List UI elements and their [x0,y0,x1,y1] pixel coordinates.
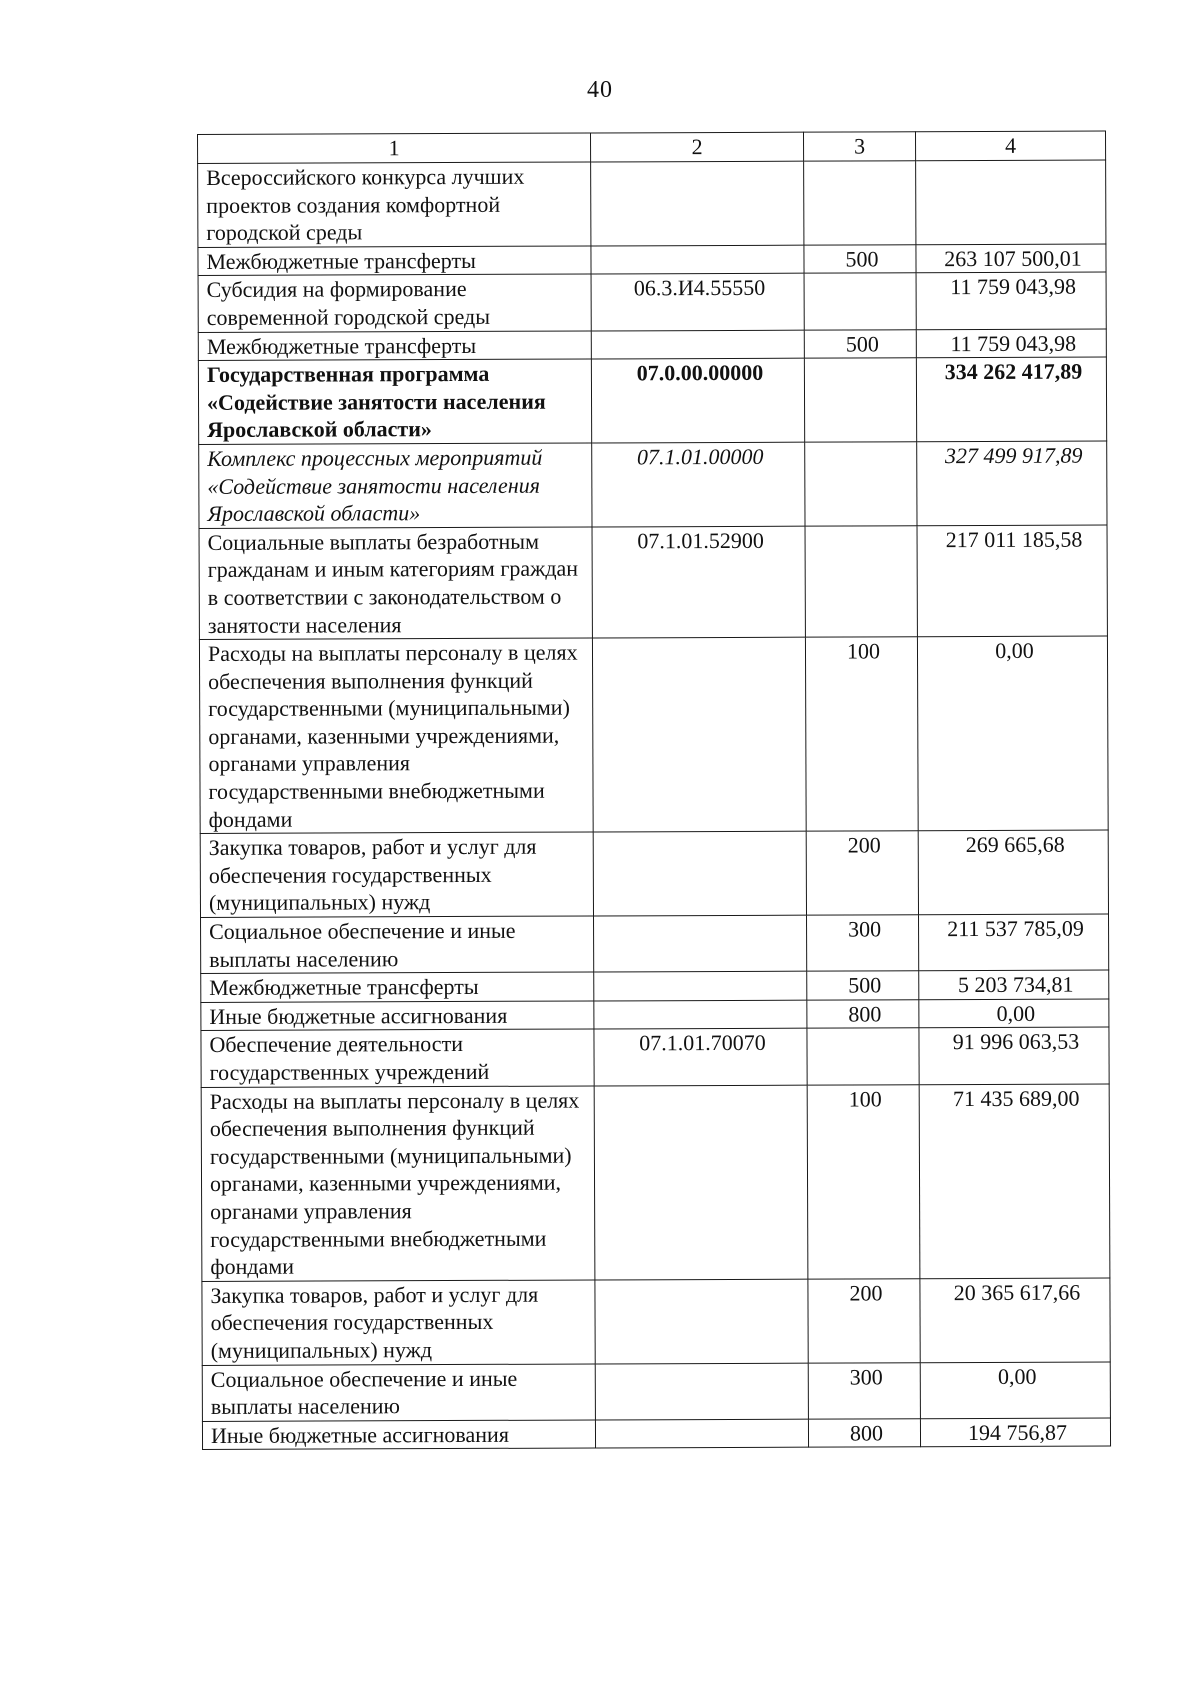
row-name-cell: Межбюджетные трансферты [198,246,591,276]
row-type-cell: 100 [807,1084,920,1279]
row-name-cell: Иные бюджетные ассигнования [201,1001,594,1031]
row-name-cell: Расходы на выплаты персоналу в целях обеспечения выполнения функций государственными (муниципальными) органами, казенными учреждениями, органами управления государственными внебюджетными фондами [199,638,593,834]
row-amount-cell: 211 537 785,09 [919,914,1109,971]
row-name-cell: Расходы на выплаты персоналу в целях обеспечения выполнения функций государственными (муниципальными) органами, казенными учреждениями, органами управления государственными внебюджетными фондами [201,1086,595,1282]
row-amount-cell: 0,00 [920,1362,1110,1419]
row-type-cell: 100 [805,637,918,832]
row-amount-cell: 20 365 617,66 [920,1278,1110,1363]
table-row [202,1278,1110,1365]
row-code-cell [595,1363,808,1420]
row-code-cell [591,330,804,359]
table-row [201,1084,1110,1282]
table-row [199,441,1107,528]
row-amount-cell: 91 996 063,53 [919,1027,1109,1084]
row-type-cell: 800 [808,1418,920,1447]
row-name-cell: Социальное обеспечение и иные выплаты населению [202,1364,595,1422]
row-code-cell [594,1000,807,1029]
row-code-cell [595,1419,808,1448]
row-type-cell [804,273,916,330]
row-amount-cell: 334 262 417,89 [916,357,1106,442]
row-code-cell [595,1279,808,1364]
row-code-cell [594,1085,808,1280]
row-code-cell [593,831,806,916]
row-name-cell: Закупка товаров, работ и услуг для обеспечения государственных (муниципальных) нужд [200,832,593,917]
table-row [202,1362,1110,1422]
row-amount-cell: 11 759 043,98 [916,272,1106,329]
row-amount-cell: 0,00 [917,636,1108,831]
row-code-cell: 07.1.01.00000 [592,442,805,527]
table-row [201,970,1109,1002]
table-row [198,357,1106,444]
budget-table [197,131,1111,1451]
row-type-cell: 500 [804,245,916,274]
row-type-cell [804,358,916,442]
row-amount-cell: 194 756,87 [920,1418,1110,1447]
row-name-cell: Закупка товаров, работ и услуг для обеспечения государственных (муниципальных) нужд [202,1280,595,1365]
row-code-cell: 07.1.01.70070 [594,1029,807,1086]
row-code-cell [592,637,806,832]
row-code-cell: 06.3.И4.55550 [591,274,804,331]
row-name-cell: Всероссийского конкурса лучших проектов создания комфортной городской среды [198,162,591,247]
row-type-cell [807,1028,919,1085]
table-header-row [198,131,1106,163]
row-type-cell: 500 [807,971,919,1000]
row-name-cell: Социальные выплаты безработным гражданам и иным категориям граждан в соответствии с законодательством о занятости населения [199,527,592,640]
row-type-cell [805,442,917,526]
row-name-cell: Межбюджетные трансферты [201,972,594,1002]
row-type-cell: 500 [804,329,916,358]
row-name-cell: Социальное обеспечение и иные выплаты населению [201,916,594,974]
row-amount-cell: 263 107 500,01 [916,244,1106,273]
row-name-cell: Субсидия на формирование современной городской среды [198,274,591,332]
row-name-cell: Иные бюджетные ассигнования [202,1420,595,1450]
row-amount-cell: 269 665,68 [918,830,1108,915]
row-name-cell: Государственная программа «Содействие занятости населения Ярославской области» [198,359,591,444]
row-amount-cell: 5 203 734,81 [919,970,1109,999]
row-code-cell: 07.1.01.52900 [592,526,805,638]
table-row [198,272,1106,332]
row-code-cell [591,161,804,246]
row-amount-cell: 11 759 043,98 [916,329,1106,358]
table-row [198,329,1106,361]
table-row [201,999,1109,1031]
column-header-2: 2 [590,132,803,162]
table-row [199,636,1108,834]
row-type-cell: 200 [808,1278,920,1362]
row-code-cell: 07.0.00.00000 [591,358,804,443]
table-row [199,525,1107,640]
row-type-cell: 300 [807,915,919,972]
row-type-cell: 200 [806,831,918,915]
row-type-cell [805,525,917,637]
column-header-4: 4 [915,131,1105,161]
table-row [201,1027,1109,1087]
row-amount-cell: 71 435 689,00 [919,1084,1110,1279]
table-row [201,914,1109,974]
row-amount-cell: 0,00 [919,999,1109,1028]
column-header-3: 3 [803,132,915,161]
row-name-cell: Межбюджетные трансферты [198,331,591,361]
row-type-cell: 800 [807,1000,919,1029]
row-code-cell [591,245,804,274]
table-row [200,830,1108,917]
table-row [198,244,1106,276]
row-name-cell: Обеспечение деятельности государственных учреждений [201,1029,594,1087]
row-type-cell: 300 [808,1362,920,1419]
row-type-cell [804,161,916,245]
row-amount-cell [916,160,1106,245]
column-header-1: 1 [198,133,591,164]
row-code-cell [594,971,807,1000]
row-name-cell: Комплекс процессных мероприятий «Содействие занятости населения Ярославской области» [199,443,592,528]
page-number: 40 [587,77,613,103]
row-amount-cell: 217 011 185,58 [917,525,1107,637]
row-amount-cell: 327 499 917,89 [917,441,1107,526]
table-row [198,160,1106,247]
row-code-cell [594,915,807,972]
table-row [202,1418,1110,1450]
